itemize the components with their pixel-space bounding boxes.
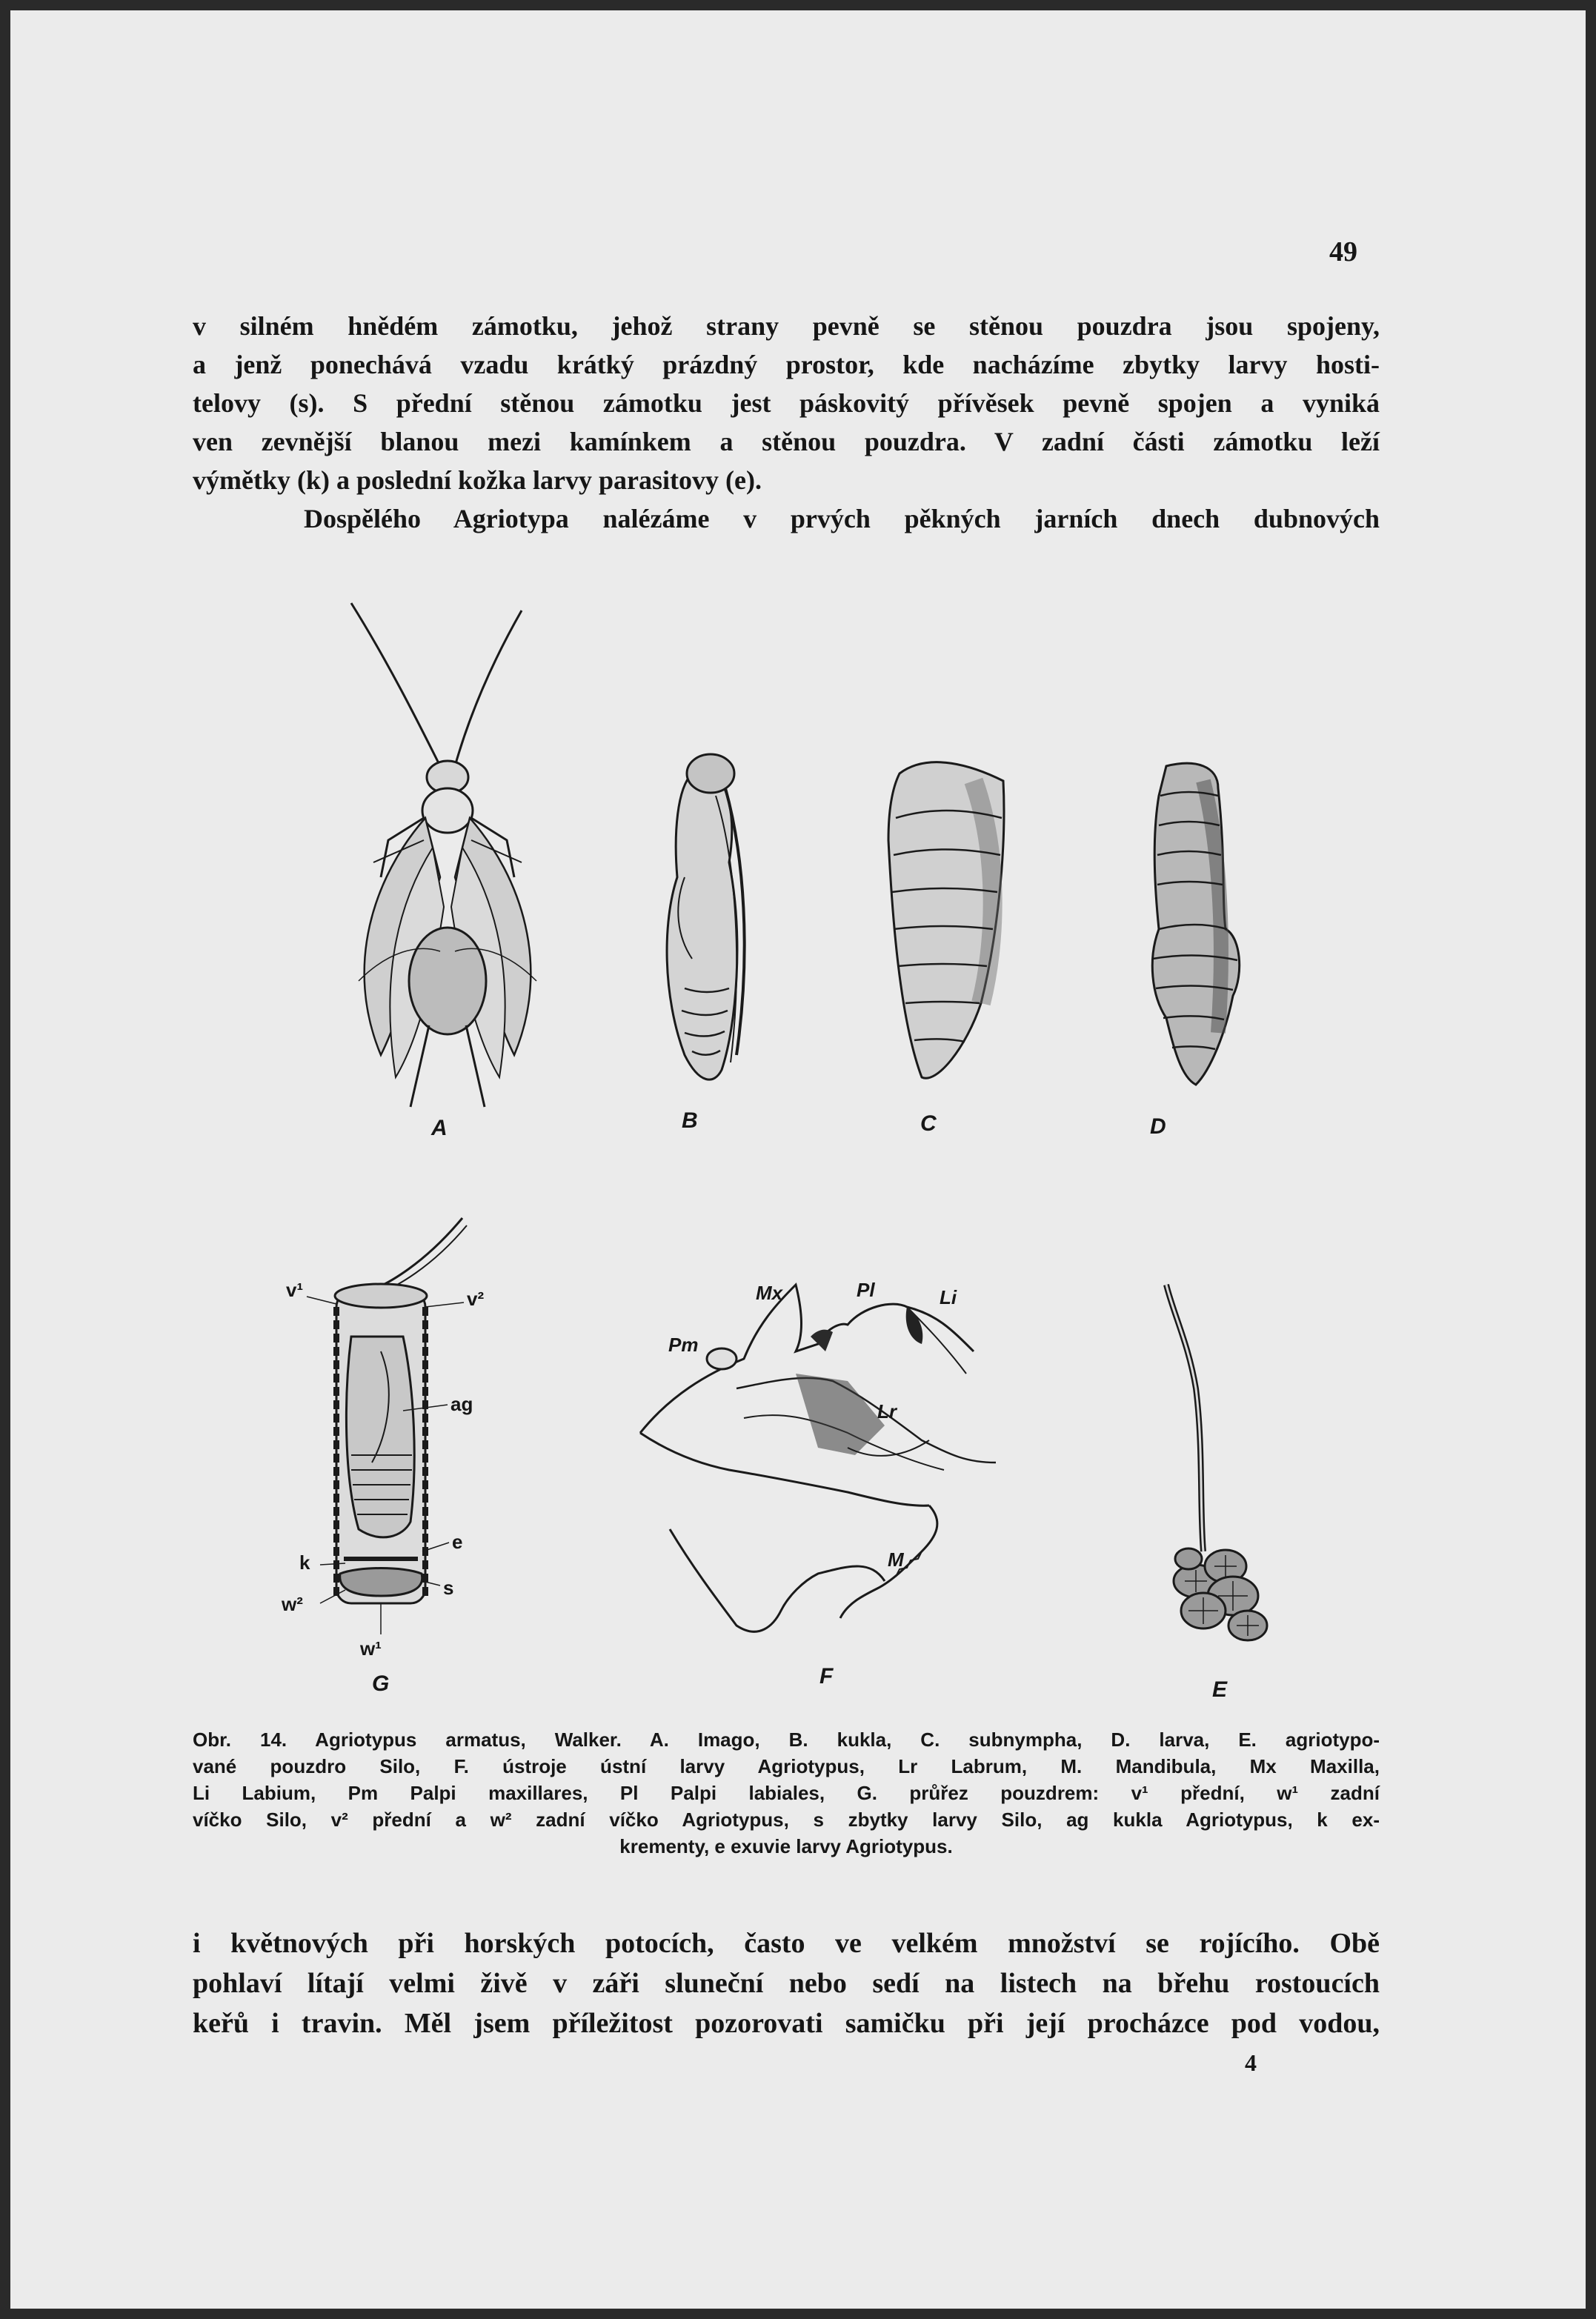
label-w1: w¹: [360, 1637, 382, 1660]
label-s: s: [443, 1577, 454, 1599]
text-line: telovy (s). S přední stěnou zámotku jest páskovitý přívěsek pevně spojen a vyniká: [193, 388, 1380, 418]
label-Pl: Pl: [857, 1279, 875, 1301]
book-page: [10, 10, 1586, 2309]
imago-illustration: [329, 596, 566, 1129]
label-Li: Li: [940, 1286, 957, 1308]
caption-line: Li Labium, Pm Palpi maxillares, Pl Palpi labiales, G. průřez pouzdrem: v¹ přední, w¹ zadní: [193, 1782, 1380, 1804]
text-line: ven zevnější blanou mezi kamínkem a stěnou pouzdra. V zadní části zámotku leží: [193, 427, 1380, 456]
figure-letter-F: F: [819, 1664, 834, 1688]
figure-caption: [193, 1726, 1380, 1860]
caption-line: krementy, e exuvie larvy Agriotypus.: [619, 1835, 953, 1857]
subnympha-illustration: [870, 751, 1018, 1092]
figure-letter-D: D: [1150, 1114, 1166, 1139]
label-v2: v²: [467, 1288, 485, 1310]
text-line: a jenž ponechává vzadu krátký prázdný prostor, kde nacházíme zbytky larvy hosti-: [193, 350, 1380, 379]
case-section-illustration: [277, 1211, 499, 1685]
label-v1: v¹: [286, 1279, 304, 1301]
figure-letter-C: C: [920, 1111, 937, 1136]
parasitized-case-illustration: [1144, 1270, 1292, 1655]
label-e: e: [452, 1531, 463, 1553]
caption-line: vané pouzdro Silo, F. ústroje ústní larvy Agriotypus, Lr Labrum, M. Mandibula, Mx Maxilla,: [193, 1755, 1380, 1777]
pupa-illustration: [633, 744, 781, 1092]
label-Lr: Lr: [877, 1400, 897, 1423]
caption-line: víčko Silo, v² přední a w² zadní víčko Agriotypus, s zbytky larvy Silo, ag kukla Agriotypus, k ex-: [193, 1809, 1380, 1831]
label-Mx: Mx: [756, 1282, 783, 1304]
bottom-paragraph: [193, 1923, 1380, 2043]
text-line: v silném hnědém zámotku, jehož strany pevně se stěnou pouzdra jsou spojeny,: [193, 311, 1380, 341]
label-Pm: Pm: [668, 1334, 699, 1356]
page-number: 49: [1329, 236, 1357, 267]
label-ag: ag: [450, 1393, 473, 1415]
figure-letter-G: G: [372, 1671, 390, 1696]
label-k: k: [299, 1551, 310, 1574]
text-line: i květnových při horských potocích, často ve velkém množství se rojícího. Obě: [193, 1928, 1380, 1959]
label-M: M: [888, 1548, 904, 1571]
label-w2: w²: [282, 1593, 303, 1615]
text-line: výmětky (k) a poslední kožka larvy parasitovy (e).: [193, 465, 762, 495]
text-line: keřů i travin. Měl jsem příležitost pozorovati samičku při její procházce pod vodou,: [193, 2008, 1380, 2039]
text-line: pohlaví lítají velmi živě v záři sluneční nebo sedí na listech na břehu rostoucích: [193, 1968, 1380, 1999]
figure-letter-A: A: [431, 1116, 448, 1140]
mouthparts-illustration: [625, 1270, 1040, 1655]
text-line: Dospělého Agriotypa nalézáme v prvých pěkných jarních dnech dubnových: [304, 504, 1380, 533]
top-paragraph: [193, 307, 1380, 538]
caption-line: Obr. 14. Agriotypus armatus, Walker. A. Imago, B. kukla, C. subnympha, D. larva, E. agriotypo-: [193, 1729, 1380, 1751]
figure-letter-B: B: [682, 1108, 698, 1133]
signature-mark: 4: [1245, 2049, 1257, 2076]
figure-letter-E: E: [1212, 1677, 1228, 1702]
larva-illustration: [1114, 751, 1248, 1092]
